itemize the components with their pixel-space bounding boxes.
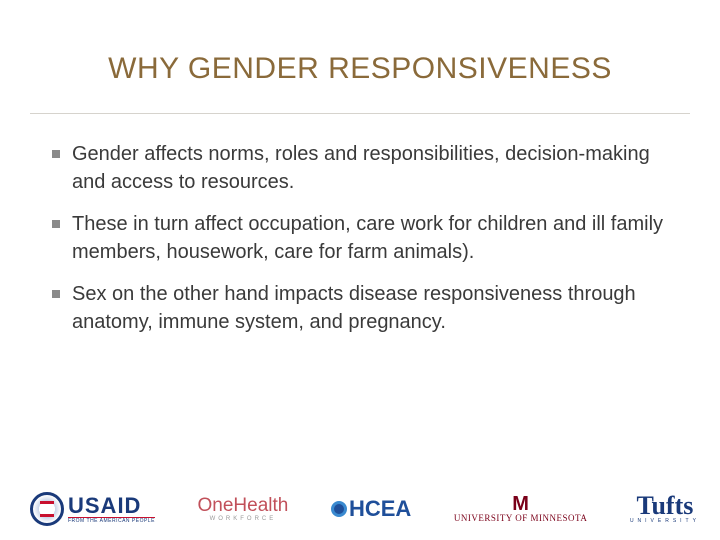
bullet-list [52,140,672,350]
slide-title: WHY GENDER RESPONSIVENESS [108,52,612,85]
one-health-name: OneHealth [197,495,289,516]
umn-name: UNIVERSITY OF MINNESOTA [453,513,588,523]
tufts-name: Tufts [636,491,694,520]
bullet-item [52,140,672,196]
one-health-sub: WORKFORCE [209,516,277,522]
usaid-tagline: FROM THE AMERICAN PEOPLE [68,517,155,524]
bullet-item [52,210,672,266]
square-bullet-icon [52,290,60,298]
partner-logos [30,486,700,532]
usaid-logo [30,492,155,526]
bullet-text: Sex on the other hand impacts disease responsiveness through anatomy, immune system, and pregnancy. [72,283,636,333]
usaid-seal-icon [30,492,64,526]
square-bullet-icon [52,150,60,158]
bullet-item [52,280,672,336]
title-divider [30,113,690,114]
hcea-name: HCEA [348,496,412,521]
bullet-text: Gender affects norms, roles and responsibilities, decision-making and access to resources. [72,143,650,193]
university-of-minnesota-logo [454,495,587,523]
globe-icon [331,501,347,517]
one-health-workforce-logo [198,496,289,522]
tufts-logo [629,491,700,524]
tufts-sub: UNIVERSITY [629,518,700,524]
umn-mark: M [512,493,529,515]
square-bullet-icon [52,220,60,228]
hcea-logo [331,498,411,520]
bullet-text: These in turn affect occupation, care work for children and ill family members, housework, care for farm animals). [72,213,664,263]
usaid-name: USAID [68,492,142,518]
